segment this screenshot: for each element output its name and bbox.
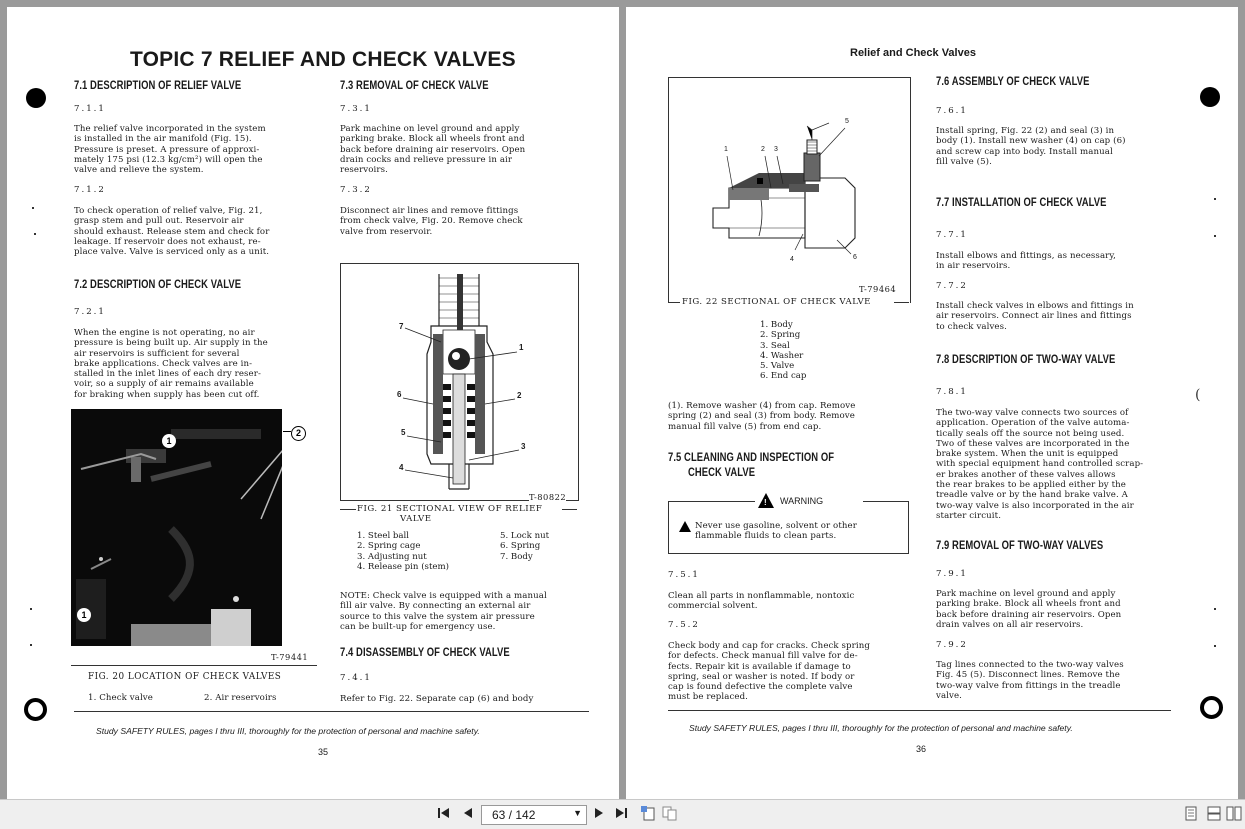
paragraph-7-2-1: When the engine is not operating, no air pressure is being built up. Air supply in the air reservoirs is sufficient for several brake applications. Check valves are in- stalled in the inlet lines of each dry reser- voir, so a supply of air remains available for braking when supply has been cut off. [74,328,268,400]
paragraph-7-1-2: To check operation of relief valve, Fig. 21, grasp stem and pull out. Reservoir air should exhaust. Release stem and check for leakage. If reservoir does not exhaust, re- place valve. Valve is serviced only as a unit. [74,206,270,258]
footer-rule [668,710,1171,711]
section-heading-7-5: 7.5 CLEANING AND INSPECTION OF [668,452,835,464]
paragraph-7-1-1: The relief valve incorporated in the system is installed in the air manifold (Fig. 15). Pressure is preset. A pressure of approxi- mately 175 psi (12.3 kg/cm²) will open the valve and relieve the system. [74,124,266,176]
binding-hole-mark [26,88,46,108]
paragraph-7-9-1: Park machine on level ground and apply parking brake. Block all wheels front and back before draining air reservoirs. Open drain valves on all air reservoirs. [936,589,1122,630]
para-number: 7.8.1 [936,387,968,397]
section-heading-7-8: 7.8 DESCRIPTION OF TWO-WAY VALVE [936,354,1116,366]
fig-21-parts-list-2: 5. Lock nut 6. Spring 7. Body [500,531,550,562]
margin-mark [30,644,32,646]
para-number: 7.3.1 [340,104,372,114]
para-number: 7.7.1 [936,230,968,240]
paragraph-7-3-1: Park machine on level ground and apply parking brake. Block all wheels front and back before draining air reservoirs. Open drain cocks and relieve pressure in air reservoirs. [340,124,526,176]
facing-view-icon[interactable] [1226,806,1242,824]
paragraph-7-7-1: Install elbows and fittings, as necessary, in air reservoirs. [936,251,1117,272]
safety-footer: Study SAFETY RULES, pages I thru III, thoroughly for the protection of personal and machine safety. [96,726,480,736]
callout-2: 2 [291,426,306,441]
margin-mark: ( [1195,387,1201,403]
margin-mark [34,233,36,235]
fig-21-label-1: 1 [519,343,524,352]
para-number: 7.2.1 [74,307,106,317]
single-page-view-icon[interactable] [1185,806,1197,824]
chevron-down-icon: ▼ [573,808,582,818]
section-heading-7-5-line2: CHECK VALVE [688,467,756,479]
section-heading-7-6: 7.6 ASSEMBLY OF CHECK VALVE [936,76,1090,88]
fig-22-ref: T-79464 [859,284,897,294]
warning-triangle-icon [679,521,691,532]
para-number: 7.4.1 [340,673,372,683]
fig-20-ref: T-79441 [271,652,309,662]
paragraph-7-7-2: Install check valves in elbows and fittings in air reservoirs. Connect air lines and fittings to check valves. [936,301,1134,332]
margin-mark [1214,608,1216,610]
fig-22-label-4: 4 [790,256,794,263]
margin-mark [1214,235,1216,237]
note-paragraph: NOTE: Check valve is equipped with a manual fill air valve. By connecting an external air source to this valve the system air pressure can be built-up for emergency use. [340,591,547,632]
section-heading-7-2: 7.2 DESCRIPTION OF CHECK VALVE [74,279,242,291]
fig-21-label-6: 6 [397,390,402,399]
callout-1: 1 [77,608,91,622]
page-36: ( Relief and Check Valves 1 2 3 4 5 6 T-79464 FIG. 22 SECTIONAL OF CHECK VALVE 1. Body 2. Spring 3. Seal 4. Washer 5. Valve 6. End cap (1). Remove washer (4) from cap. Remove spring (2) and seal (3) from body. Remove manual fill valve (5) from end cap. 7.5 CLEANING AND INSPECTION OF CHECK VALVE Never use gasoline, solvent or other flammable fluids to clean parts. ! WARNING 7.5.1 Clean all parts in nonflammable, nontoxic commercial solvent. 7.5.2 Check body and cap for cracks. Check spring for defects. Check manual fill valve for de- fects. Repair kit is available if damage to spring, seal or washer is noted. If body or cap is found defective the complete valve must be replaced. 7.6 ASSEMBLY OF CHECK VALVE 7.6.1 Install spring, Fig. 22 (2) and seal (3) in body (1). Install new washer (4) on cap (6) and screw cap into body. Install manual fill valve (5). 7.7 INSTALLATION OF CHECK VALVE 7.7.1 Install elbows and fittings, as necessary, in air reservoirs. 7.7.2 Install check valves in elbows and fittings in air reservoirs. Connect air lines and fittings to check valves. 7.8 DESCRIPTION OF TWO-WAY VALVE 7.8.1 The two-way valve connects two sources of application. Operation of the valve automa- tically seals off the source not being used. Two of these valves are incorporated in the brake system. When the unit is equipped with special equipment hand controlled scrap- er brakes another of these valves allows the rear brakes to be applied either by the treadle valve or by the hand brake valve. A two-way valve is also incorporated in the air starter circuit. 7.9 REMOVAL OF TWO-WAY VALVES 7.9.1 Park machine on level ground and apply parking brake. Block all wheels front and back before draining air reservoirs. Open drain valves on all air reservoirs. 7.9.2 Tag lines connected to the two-way valves Fig. 45 (5). Disconnect lines. Remove the two-way valve from fittings in the treadle valve. Study SAFETY RULES, pages I thru III, thoroughly for the protection of personal and machine safety. 36 [626,7,1238,799]
fig-22-label-1: 1 [724,146,728,153]
margin-mark [30,608,32,610]
para-number: 7.9.1 [936,569,968,579]
binding-hole-mark [24,698,47,721]
para-number: 7.6.1 [936,106,968,116]
fig-20-photo [71,409,282,646]
page-selector[interactable] [481,805,587,825]
section-heading-7-7: 7.7 INSTALLATION OF CHECK VALVE [936,197,1107,209]
paragraph-7-3-2: Disconnect air lines and remove fittings from check valve, Fig. 20. Remove check valve from reservoir. [340,206,523,237]
topic-title: TOPIC 7 RELIEF AND CHECK VALVES [130,48,516,71]
divider [863,501,908,502]
section-heading-7-3: 7.3 REMOVAL OF CHECK VALVE [340,80,489,92]
divider [71,665,317,666]
page-35 [7,7,619,799]
warning-text: Never use gasoline, solvent or other flammable fluids to clean parts. [679,521,857,542]
continuous-view-icon[interactable] [1207,806,1221,824]
fit-page-icon[interactable] [640,805,656,824]
para-number: 7.7.2 [936,281,968,291]
fig-22-label-3: 3 [774,146,778,153]
paragraph-7-5-2: Check body and cap for cracks. Check spring for defects. Check manual fill valve for de- fects. Repair kit is available if damage to spring, seal or washer is noted. If body or cap is found defective the complete valve must be replaced. [668,641,870,703]
viewer-toolbar [0,799,1245,829]
para-number: 7.5.2 [668,620,700,630]
last-page-icon[interactable] [614,806,628,823]
margin-mark [1214,198,1216,200]
fig-22-label-6: 6 [853,254,857,261]
paragraph-7-5-1: Clean all parts in nonflammable, nontoxic commercial solvent. [668,591,855,612]
section-heading-7-4: 7.4 DISASSEMBLY OF CHECK VALVE [340,647,510,659]
callout-1: 1 [162,434,176,448]
page-number: 36 [916,744,927,754]
callout-leader [283,431,291,432]
warning-box [668,501,909,554]
fig-22-caption: FIG. 22 SECTIONAL OF CHECK VALVE [682,297,871,307]
section-heading-7-1: 7.1 DESCRIPTION OF RELIEF VALVE [74,80,242,92]
margin-mark [1214,645,1216,647]
paragraph-7-4-1-continued: (1). Remove washer (4) from cap. Remove spring (2) and seal (3) from body. Remove manual fill valve (5) from end cap. [668,401,856,432]
fig-20-item-1: 1. Check valve [88,693,153,703]
fig-21-drawing [340,263,579,501]
prev-page-icon[interactable] [463,806,473,823]
fig-22-label-5: 5 [845,118,849,125]
relief-valve-sectional-drawing [341,264,578,500]
fig-21-label-5: 5 [401,428,406,437]
divider [562,509,577,510]
para-number: 7.5.1 [668,570,700,580]
para-number: 7.1.2 [74,185,106,195]
fig-21-ref: T-80822 [529,492,567,502]
first-page-icon[interactable] [437,806,451,823]
binding-hole-mark [1200,87,1220,107]
fig-21-parts-list: 1. Steel ball 2. Spring cage 3. Adjusting nut 4. Release pin (stem) [357,531,449,572]
section-heading-7-9: 7.9 REMOVAL OF TWO-WAY VALVES [936,540,1104,552]
divider [894,302,909,303]
fig-21-caption: FIG. 21 SECTIONAL VIEW OF RELIEF [357,504,543,514]
para-number: 7.1.1 [74,104,106,114]
next-page-icon[interactable] [594,806,604,823]
safety-footer: Study SAFETY RULES, pages I thru III, thoroughly for the protection of personal and machine safety. [689,723,1073,733]
divider [340,509,356,510]
paragraph-7-8-1: The two-way valve connects two sources of application. Operation of the valve automa- tically seals off the source not being used. Two of these valves are incorporated in the brake system. When the unit is equipped with special equipment hand controlled scrap- er brakes another of these valves allows the rear brakes to be applied either by the treadle valve or by the hand brake valve. A two-way valve is also incorporated in the air starter circuit. [936,408,1144,521]
fig-20-item-2: 2. Air reservoirs [204,693,277,703]
para-number: 7.9.2 [936,640,968,650]
fig-22-label-2: 2 [761,146,765,153]
running-head: Relief and Check Valves [850,47,976,59]
page-number: 35 [318,747,329,757]
margin-mark [32,207,34,209]
paragraph-7-9-2: Tag lines connected to the two-way valves Fig. 45 (5). Disconnect lines. Remove the two-way valve from fittings in the treadle valve. [936,660,1124,701]
page-indicator: 63 / 142 [492,808,536,822]
divider [669,501,755,502]
footer-rule [74,711,589,712]
paragraph-7-6-1: Install spring, Fig. 22 (2) and seal (3) in body (1). Install new washer (4) on cap (6) and screw cap into body. Install manual fill valve (5). [936,126,1126,167]
check-valve-sectional-drawing [669,78,910,300]
fig-21-label-3: 3 [521,442,526,451]
fig-21-caption-line2: VALVE [400,514,432,524]
fig-21-label-4: 4 [399,463,404,472]
check-valve-location-photo [71,409,282,646]
para-number: 7.3.2 [340,185,372,195]
binding-hole-mark [1200,696,1223,719]
fig-22-parts-list: 1. Body 2. Spring 3. Seal 4. Washer 5. Valve 6. End cap [760,320,807,382]
fig-21-label-7: 7 [399,322,404,331]
fig-21-label-2: 2 [517,391,522,400]
two-page-icon[interactable] [662,805,678,824]
fig-20-caption: FIG. 20 LOCATION OF CHECK VALVES [88,672,282,682]
warning-label: WARNING [780,496,824,506]
fig-22-drawing [668,77,911,303]
divider [668,302,680,303]
paragraph-7-4-1: Refer to Fig. 22. Separate cap (6) and body [340,694,534,704]
